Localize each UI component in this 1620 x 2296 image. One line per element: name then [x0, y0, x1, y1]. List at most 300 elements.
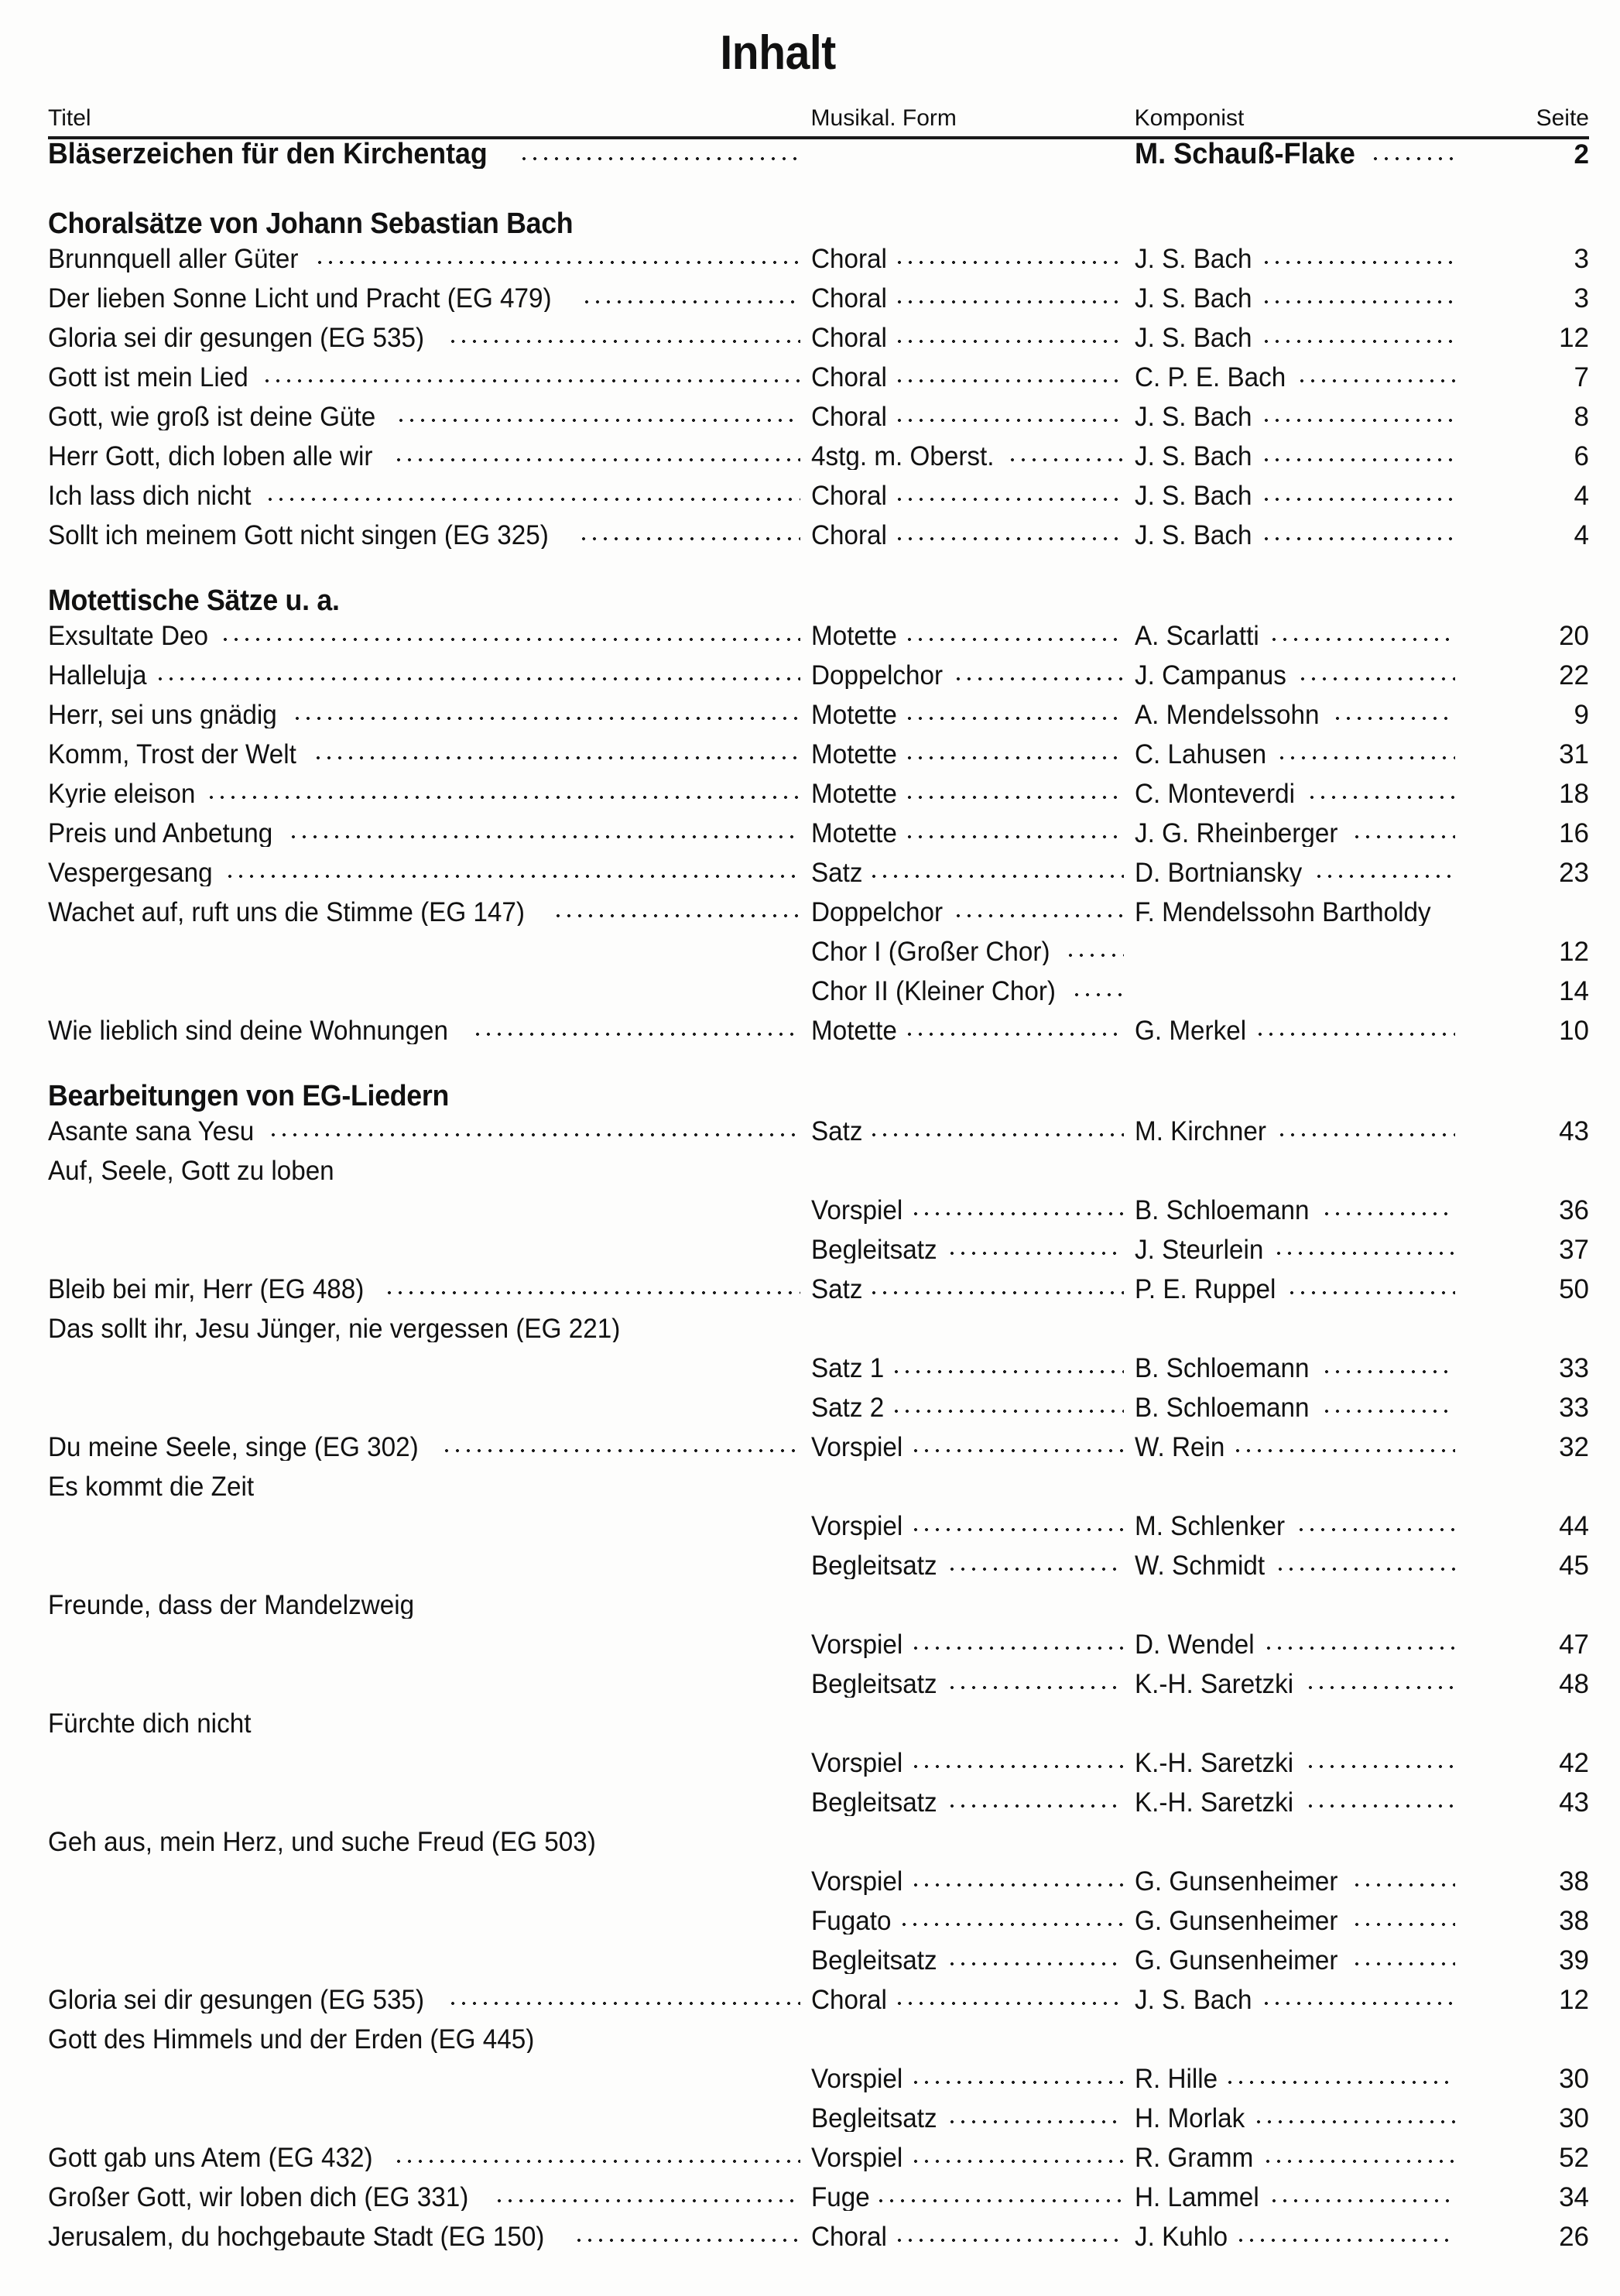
- entry-composer: [1135, 1947, 1466, 1974]
- entry-form-text: Doppelchor: [810, 662, 943, 689]
- dot-leader: [897, 2238, 1124, 2247]
- entry-form: [811, 2105, 1135, 2132]
- entry-form-text: Choral: [810, 403, 887, 430]
- dot-leader: [913, 2080, 1124, 2089]
- table-row: [48, 1513, 1589, 1552]
- entry-form: [811, 1118, 1135, 1145]
- dot-leader: [268, 497, 800, 506]
- entry-title-text: Herr Gott, dich loben alle wir: [48, 443, 373, 470]
- entry-form-text: Choral: [810, 285, 887, 312]
- entry-composer: [1135, 2144, 1466, 2171]
- entry-form: [811, 2065, 1135, 2092]
- entry-composer: [1135, 1671, 1466, 1698]
- entry-composer-text: P. E. Ruppel: [1134, 1276, 1276, 1303]
- entry-form-text: Choral: [810, 1986, 887, 2013]
- dot-leader: [268, 1725, 800, 1734]
- dot-leader: [1141, 1496, 1455, 1505]
- entry-composer: [1135, 139, 1466, 169]
- table-row: [48, 2065, 1589, 2105]
- entry-page-number: 34: [1559, 2182, 1589, 2212]
- table-row: [48, 1197, 1589, 1236]
- dot-leader: [956, 677, 1124, 686]
- entry-form-text: Motette: [810, 622, 897, 649]
- entry-form-text: Vorspiel: [810, 1749, 902, 1777]
- dot-leader: [1264, 300, 1455, 309]
- section-heading: Choralsätze von Johann Sebastian Bach: [48, 207, 574, 240]
- entry-form: [811, 741, 1135, 768]
- entry-title: [48, 245, 811, 272]
- entry-title-text: Wie lieblich sind deine Wohnungen: [48, 1017, 448, 1044]
- table-row: [48, 622, 1589, 662]
- entry-form: [811, 2144, 1135, 2171]
- entry-page-number: 45: [1559, 1551, 1589, 1581]
- entry-title: [48, 899, 811, 926]
- dot-leader: [577, 2238, 800, 2247]
- entry-composer: [1135, 1513, 1466, 1540]
- entry-form-text: Choral: [810, 324, 887, 351]
- entry-composer-text: G. Merkel: [1134, 1017, 1246, 1044]
- entry-form: [811, 1552, 1135, 1579]
- entry-form-text: Vorspiel: [810, 1197, 902, 1224]
- dot-leader: [817, 1496, 1124, 1505]
- entry-composer: [1135, 662, 1466, 689]
- entry-title: [48, 324, 811, 351]
- dot-leader: [1299, 1527, 1455, 1537]
- section-heading: Motettische Sätze u. a.: [48, 584, 340, 617]
- entry-composer: [1135, 899, 1589, 926]
- entry-title-text: Preis und Anbetung: [48, 820, 273, 847]
- dot-leader: [913, 1527, 1124, 1537]
- dot-leader: [907, 637, 1123, 646]
- entry-form-text: Choral: [810, 482, 887, 509]
- entry-title-text: Freunde, dass der Mandelzweig: [48, 1592, 415, 1619]
- dot-leader: [228, 874, 800, 883]
- entry-page-number: 38: [1559, 1906, 1589, 1936]
- entry-title: [48, 1315, 811, 1342]
- table-row: [48, 1017, 1589, 1057]
- entry-page-number: 18: [1559, 779, 1589, 809]
- entry-composer: [1135, 1000, 1466, 1013]
- table-row: [48, 1749, 1589, 1789]
- entry-composer: [1135, 1394, 1466, 1421]
- entry-page-number: 12: [1559, 323, 1589, 353]
- entry-composer-text: W. Schmidt: [1134, 1552, 1265, 1579]
- entry-form-text: Motette: [810, 780, 897, 807]
- entry-page-number: 39: [1559, 1945, 1589, 1976]
- entry-composer-text: C. P. E. Bach: [1134, 364, 1286, 391]
- table-row: [48, 1552, 1589, 1592]
- dot-leader: [897, 260, 1124, 269]
- dot-leader: [950, 1251, 1124, 1260]
- entry-composer-text: J. S. Bach: [1134, 1986, 1252, 2013]
- entry-composer: [1135, 1236, 1466, 1263]
- entry-composer: [1135, 1732, 1466, 1745]
- entry-form-text: Satz 1: [810, 1355, 884, 1382]
- entry-form: [811, 285, 1135, 312]
- entry-title-text: Wachet auf, ruft uns die Stimme (EG 147): [48, 899, 525, 926]
- dot-leader: [1010, 457, 1124, 467]
- entry-form: [811, 1749, 1135, 1777]
- entry-composer-text: J. S. Bach: [1134, 285, 1252, 312]
- table-row: [48, 1828, 1589, 1868]
- dot-leader: [897, 2001, 1124, 2010]
- entry-form-text: Vorspiel: [810, 1868, 902, 1895]
- entry-composer: [1135, 324, 1466, 351]
- dot-leader: [1355, 834, 1455, 844]
- entry-form: [811, 1017, 1135, 1044]
- entry-composer: [1135, 1789, 1466, 1816]
- table-row: [48, 1434, 1589, 1473]
- entry-form-text: Choral: [810, 2223, 887, 2250]
- dot-leader: [913, 1448, 1124, 1458]
- table-row: [48, 820, 1589, 859]
- entry-composer-text: M. Kirchner: [1134, 1118, 1266, 1145]
- table-row: [48, 2026, 1589, 2065]
- entry-form: [811, 403, 1135, 430]
- table-row: [48, 1671, 1589, 1710]
- dot-leader: [1141, 1338, 1455, 1347]
- section-heading: Bearbeitungen von EG-Liedern: [48, 1080, 450, 1112]
- entry-composer: [1135, 1552, 1466, 1579]
- table-row: [48, 1394, 1589, 1434]
- dot-leader: [1355, 1962, 1455, 1971]
- entry-form-text: Choral: [810, 522, 887, 549]
- dot-leader: [1264, 497, 1455, 506]
- entry-page-number: 48: [1559, 1669, 1589, 1699]
- entry-form-text: Doppelchor: [810, 899, 943, 926]
- dot-leader: [1272, 637, 1455, 646]
- entry-title-text: Sollt ich meinem Gott nicht singen (EG 325): [48, 522, 549, 549]
- entry-composer-text: B. Schloemann: [1134, 1394, 1310, 1421]
- entry-form-text: Vorspiel: [810, 1631, 902, 1658]
- table-row: [48, 780, 1589, 820]
- dot-leader: [1317, 874, 1454, 883]
- entry-title-text: Gloria sei dir gesungen (EG 535): [48, 324, 425, 351]
- entry-page-number: 36: [1559, 1195, 1589, 1225]
- dot-leader: [1235, 1448, 1455, 1458]
- entry-form-text: Motette: [810, 1017, 897, 1044]
- entry-form: [811, 1434, 1135, 1461]
- entry-title: [48, 1434, 811, 1461]
- entry-composer-text: J. Kuhlo: [1134, 2223, 1228, 2250]
- entry-title: [48, 622, 811, 649]
- dot-leader: [872, 1133, 1124, 1142]
- entry-title-text: Auf, Seele, Gott zu loben: [48, 1157, 334, 1184]
- entry-form-text: 4stg. m. Oberst.: [810, 443, 995, 470]
- dot-leader: [1256, 2120, 1454, 2129]
- column-header-page: Seite: [1536, 105, 1589, 131]
- entry-composer-text: J. Campanus: [1134, 662, 1286, 689]
- entry-title: [48, 1710, 811, 1737]
- entry-form: [811, 820, 1135, 847]
- dot-leader: [1310, 795, 1455, 804]
- table-row: [48, 1986, 1589, 2026]
- entry-composer-text: C. Lahusen: [1134, 741, 1266, 768]
- entry-composer: [1135, 1118, 1466, 1145]
- dot-leader: [440, 1606, 800, 1616]
- entry-composer: [1135, 1276, 1466, 1303]
- dot-leader: [950, 2120, 1124, 2129]
- dot-leader: [158, 677, 800, 686]
- entry-form: [811, 2048, 1135, 2061]
- entry-page-number: 31: [1559, 739, 1589, 769]
- dot-leader: [817, 1180, 1124, 1189]
- entry-composer: [1135, 1197, 1466, 1224]
- entry-form: [811, 1631, 1135, 1658]
- dot-leader: [907, 716, 1123, 725]
- entry-title-text: Es kommt die Zeit: [48, 1473, 255, 1500]
- entry-composer: [1135, 1868, 1466, 1895]
- entry-page-number: 52: [1559, 2143, 1589, 2173]
- entry-composer: [1135, 2223, 1466, 2250]
- dot-leader: [291, 834, 800, 844]
- entry-form: [811, 1671, 1135, 1698]
- column-header-title: Titel: [48, 105, 91, 131]
- entry-form: [811, 245, 1135, 272]
- dot-leader: [1228, 2080, 1454, 2089]
- table-row: [48, 364, 1589, 403]
- entry-title: [48, 1986, 811, 2013]
- entry-title-text: Großer Gott, wir loben dich (EG 331): [48, 2184, 469, 2211]
- entry-page-number: 2: [1574, 139, 1589, 170]
- dot-leader: [1141, 1851, 1455, 1860]
- dot-leader: [581, 536, 800, 546]
- entry-form: [811, 899, 1135, 926]
- entry-title: [48, 139, 811, 169]
- entry-title-text: Bläserzeichen für den Kirchentag: [48, 139, 488, 169]
- entry-form: [811, 482, 1135, 509]
- dot-leader: [295, 716, 800, 725]
- entry-composer: [1135, 522, 1466, 549]
- dot-leader: [878, 2198, 1123, 2208]
- entry-form: [811, 938, 1135, 965]
- entry-form: [811, 1513, 1135, 1540]
- entry-title: [48, 1157, 811, 1184]
- entry-form: [811, 163, 1135, 176]
- entry-form: [811, 522, 1135, 549]
- entry-composer: [1135, 245, 1466, 272]
- entry-form: [811, 1851, 1135, 1863]
- dot-leader: [271, 1133, 800, 1142]
- entry-title: [48, 403, 811, 430]
- entry-form: [811, 364, 1135, 391]
- entry-composer: [1135, 1851, 1466, 1863]
- dot-leader: [1324, 1409, 1455, 1418]
- table-row: [48, 1789, 1589, 1828]
- dot-leader: [1141, 1732, 1455, 1742]
- entry-form: [811, 662, 1135, 689]
- entry-composer: [1135, 1749, 1466, 1777]
- entry-composer-text: G. Gunsenheimer: [1134, 1868, 1338, 1895]
- entry-form: [811, 1732, 1135, 1745]
- dot-leader: [897, 300, 1124, 309]
- entry-form-text: Fuge: [810, 2184, 870, 2211]
- entry-title: [48, 662, 811, 689]
- entry-title: [48, 482, 811, 509]
- entry-title: [48, 1473, 811, 1500]
- entry-composer-text: B. Schloemann: [1134, 1197, 1310, 1224]
- entry-composer: [1135, 961, 1466, 973]
- entry-composer-text: A. Scarlatti: [1134, 622, 1259, 649]
- entry-title-text: Gott des Himmels und der Erden (EG 445): [48, 2026, 535, 2053]
- entry-composer-text: J. S. Bach: [1134, 245, 1252, 272]
- entry-composer: [1135, 1017, 1466, 1044]
- dot-leader: [1355, 1922, 1455, 1931]
- entry-composer: [1135, 1986, 1466, 2013]
- entry-composer-text: F. Mendelssohn Bartholdy: [1134, 899, 1431, 926]
- entry-composer-text: K.-H. Saretzki: [1134, 1671, 1293, 1698]
- entry-form: [811, 324, 1135, 351]
- entry-composer: [1135, 780, 1466, 807]
- entry-title-text: Herr, sei uns gnädig: [48, 701, 277, 728]
- entry-title-text: Das sollt ihr, Jesu Jünger, nie vergessen (EG 221): [48, 1315, 621, 1342]
- entry-page-number: 30: [1559, 2103, 1589, 2133]
- entry-page-number: 12: [1559, 1985, 1589, 2015]
- entry-form: [811, 2184, 1135, 2211]
- dot-leader: [872, 1290, 1124, 1300]
- dot-leader: [450, 2001, 800, 2010]
- entry-form: [811, 622, 1135, 649]
- entry-form: [811, 1355, 1135, 1382]
- dot-leader: [907, 834, 1123, 844]
- entry-title: [48, 2184, 811, 2211]
- dot-leader: [1373, 156, 1455, 166]
- entry-page-number: 16: [1559, 818, 1589, 848]
- entry-form: [811, 1197, 1135, 1224]
- dot-leader: [271, 1488, 800, 1497]
- entry-title-text: Fürchte dich nicht: [48, 1710, 252, 1737]
- table-row: [48, 245, 1589, 285]
- dot-leader: [631, 1843, 800, 1852]
- table-row: [48, 938, 1589, 978]
- entry-form: [811, 1947, 1135, 1974]
- entry-title-text: Jerusalem, du hochgebaute Stadt (EG 150): [48, 2223, 545, 2250]
- entry-composer-text: H. Morlak: [1134, 2105, 1245, 2132]
- entry-composer-text: R. Gramm: [1134, 2144, 1253, 2171]
- table-row: [48, 1947, 1589, 1986]
- entry-composer: [1135, 1338, 1466, 1350]
- table-row: [48, 899, 1589, 938]
- table-row: [48, 859, 1589, 899]
- dot-leader: [913, 1211, 1124, 1221]
- entry-page-number: 3: [1574, 244, 1589, 274]
- entry-composer: [1135, 2065, 1466, 2092]
- entry-composer: [1135, 1355, 1466, 1382]
- dot-leader: [872, 874, 1124, 883]
- dot-leader: [1300, 379, 1454, 388]
- dot-leader: [1264, 260, 1455, 269]
- dot-leader: [817, 1338, 1124, 1347]
- dot-leader: [907, 756, 1123, 765]
- entry-page-number: 37: [1559, 1235, 1589, 1265]
- dot-leader: [1141, 1180, 1455, 1189]
- entry-title: [48, 1592, 811, 1619]
- table-row: [48, 741, 1589, 780]
- entry-composer: [1135, 1907, 1466, 1934]
- entry-form-text: Begleitsatz: [810, 1947, 937, 1974]
- entry-title-text: Gott ist mein Lied: [48, 364, 248, 391]
- dot-leader: [556, 913, 800, 923]
- entry-page-number: 44: [1559, 1511, 1589, 1541]
- entry-form-text: Motette: [810, 820, 897, 847]
- dot-leader: [355, 1172, 800, 1181]
- dot-leader: [656, 1330, 800, 1339]
- entry-form-text: Chor II (Kleiner Chor): [810, 978, 1056, 1005]
- dot-leader: [1308, 1804, 1455, 1813]
- column-header-form: Musikal. Form: [810, 105, 957, 131]
- entry-composer: [1135, 820, 1466, 847]
- dot-leader: [1264, 457, 1455, 467]
- dot-leader: [950, 1962, 1124, 1971]
- entry-title-text: Halleluja: [48, 662, 147, 689]
- entry-form: [811, 1276, 1135, 1303]
- entry-form: [811, 1986, 1135, 2013]
- table-row: [48, 978, 1589, 1017]
- entry-form-text: Chor I (Großer Chor): [810, 938, 1050, 965]
- table-row: [48, 139, 1589, 184]
- entry-form-text: Vorspiel: [810, 1434, 902, 1461]
- table-row: [48, 403, 1589, 443]
- entry-title: [48, 859, 811, 886]
- entry-composer: [1135, 2105, 1466, 2132]
- dot-leader: [223, 637, 800, 646]
- entry-title-text: Brunnquell aller Güter: [48, 245, 299, 272]
- entry-composer-text: B. Schloemann: [1134, 1355, 1310, 1382]
- dot-leader: [522, 156, 800, 166]
- entry-composer: [1135, 1614, 1466, 1626]
- entry-page-number: 12: [1559, 937, 1589, 967]
- entry-page-number: 14: [1559, 976, 1589, 1006]
- table-row: [48, 2144, 1589, 2184]
- table-row: [48, 2223, 1589, 2263]
- entry-composer: [1135, 701, 1466, 728]
- entry-title: [48, 364, 811, 391]
- entry-title: [48, 1118, 811, 1145]
- dot-leader: [817, 1732, 1124, 1742]
- dot-leader: [913, 2159, 1124, 2168]
- dot-leader: [1068, 953, 1123, 962]
- entry-form-text: Begleitsatz: [810, 1789, 937, 1816]
- dot-leader: [1335, 716, 1455, 725]
- entry-page-number: 22: [1559, 660, 1589, 691]
- dot-leader: [897, 339, 1124, 348]
- entry-form-text: Begleitsatz: [810, 2105, 937, 2132]
- entry-title: [48, 1276, 811, 1303]
- column-header-composer: Komponist: [1134, 105, 1245, 131]
- entry-composer-text: J. S. Bach: [1134, 324, 1252, 351]
- dot-leader: [317, 260, 800, 269]
- table-row: [48, 701, 1589, 741]
- entry-title: [48, 285, 811, 312]
- entry-title-text: Bleib bei mir, Herr (EG 488): [48, 1276, 365, 1303]
- entry-form: [811, 1789, 1135, 1816]
- entry-composer-text: D. Bortniansky: [1134, 859, 1302, 886]
- entry-title-text: Komm, Trost der Welt: [48, 741, 296, 768]
- entry-title: [48, 522, 811, 549]
- entry-page-number: 9: [1574, 700, 1589, 730]
- entry-page-number: 6: [1574, 441, 1589, 471]
- table-row: [48, 2184, 1589, 2223]
- table-row: [48, 443, 1589, 482]
- entry-composer-text: D. Wendel: [1134, 1631, 1255, 1658]
- entry-title-text: Vespergesang: [48, 859, 213, 886]
- dot-leader: [265, 379, 800, 388]
- table-row: [48, 1710, 1589, 1749]
- dot-leader: [444, 1448, 800, 1458]
- entry-title-text: Asante sana Yesu: [48, 1118, 255, 1145]
- entry-form: [811, 701, 1135, 728]
- entry-title-text: Gott, wie groß ist deine Güte: [48, 403, 376, 430]
